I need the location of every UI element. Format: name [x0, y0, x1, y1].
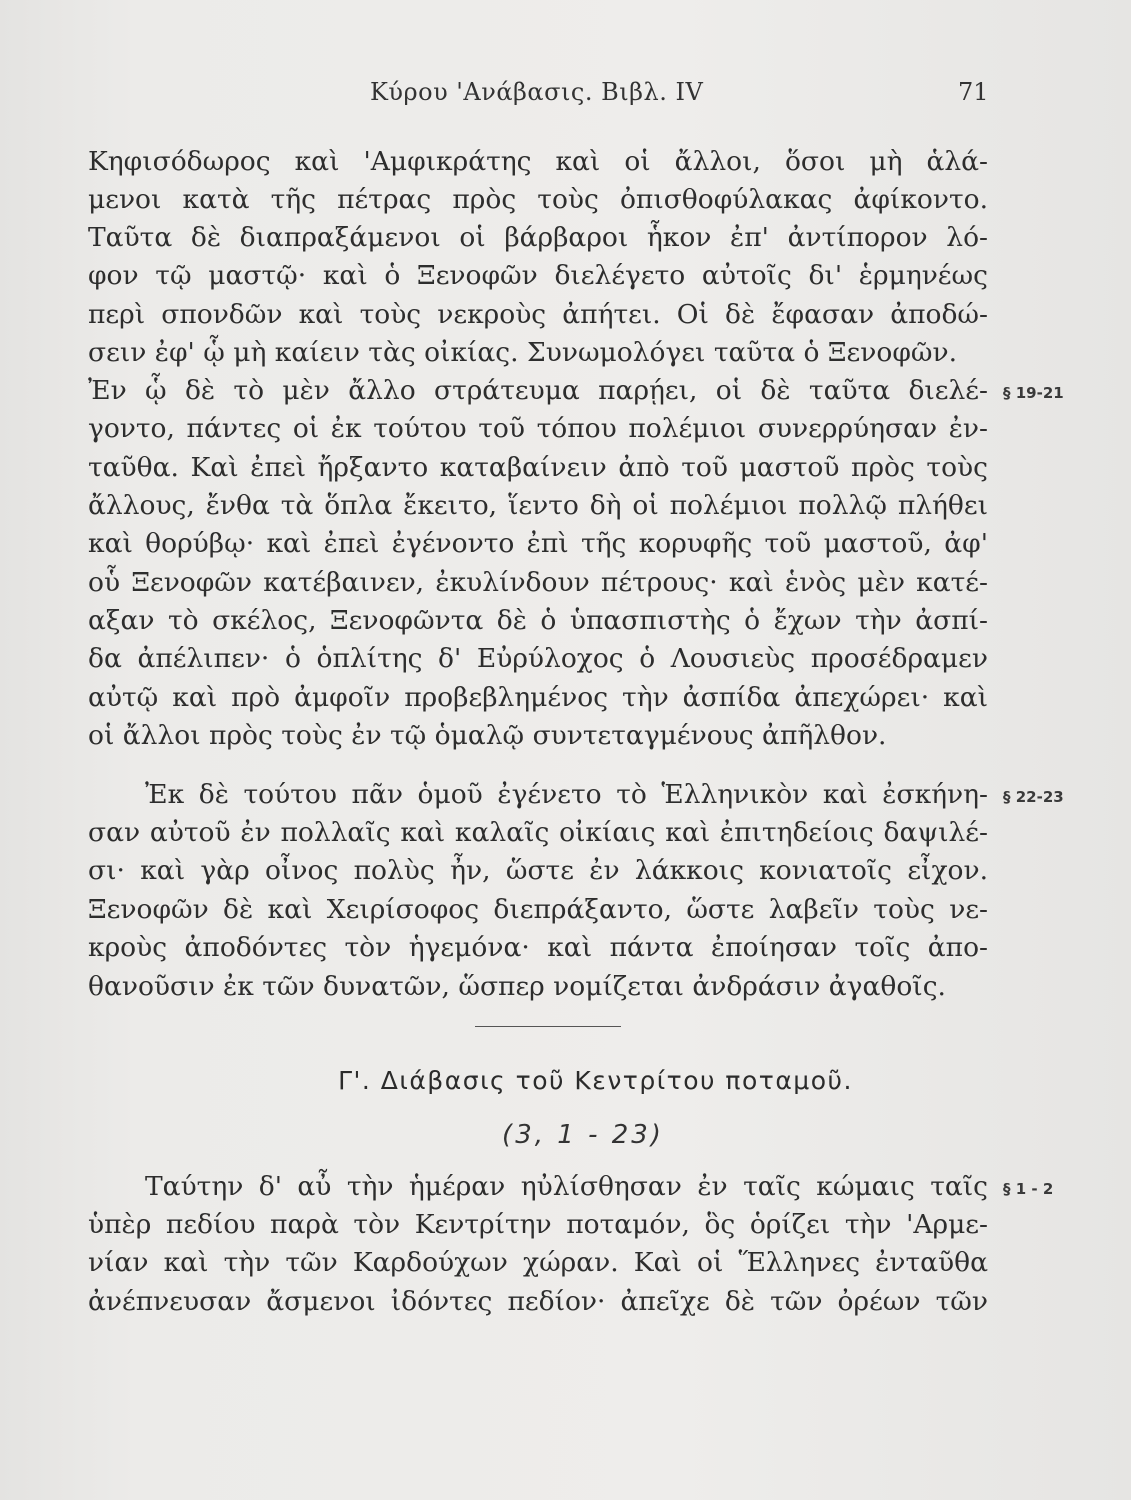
text-line: μενοι κατὰ τῆς πέτρας πρὸς τοὺς ὀπισθοφύλακας ἀφίκοντο.: [88, 184, 988, 215]
text-line: οὗ Ξενοφῶν κατέβαινεν, ἐκυλίνδουν πέτρους· καὶ ἑνὸς μὲν κατέ-: [88, 567, 988, 598]
text-line: αὐτῷ καὶ πρὸ ἀμφοῖν προβεβλημένος τὴν ἀσπίδα ἀπεχώρει· καὶ: [88, 682, 988, 713]
text-line: Κηφισόδωρος καὶ 'Αμφικράτης καὶ οἱ ἄλλοι, ὅσοι μὴ ἁλά-: [88, 146, 988, 177]
section-range: [0, 1120, 1131, 1150]
margin-section-ref: § 1 - 2: [1003, 1180, 1054, 1198]
text-line: σειν ἐφ' ᾧ μὴ καίειν τὰς οἰκίας. Συνωμολόγει ταῦτα ὁ Ξενοφῶν.: [88, 337, 958, 368]
section-divider: [475, 1026, 621, 1027]
text-line: σι· καὶ γὰρ οἶνος πολὺς ἦν, ὥστε ἐν λάκκοις κονιατοῖς εἶχον.: [88, 855, 988, 886]
text-line: Ξενοφῶν δὲ καὶ Χειρίσοφος διεπράξαντο, ὥστε λαβεῖν τοὺς νε-: [88, 894, 988, 925]
text-line: Ἐκ δὲ τούτου πᾶν ὁμοῦ ἐγένετο τὸ Ἑλληνικὸν καὶ ἐσκήνη-: [145, 779, 988, 810]
text-line: ὑπὲρ πεδίου παρὰ τὸν Κεντρίτην ποταμόν, ὃς ὁρίζει τὴν 'Αρμε-: [88, 1209, 988, 1240]
section-heading: [0, 1066, 1131, 1095]
margin-section-ref: § 22-23: [1003, 788, 1064, 806]
text-line: αξαν τὸ σκέλος, Ξενοφῶντα δὲ ὁ ὑπασπιστὴς ὁ ἔχων τὴν ἀσπί-: [88, 605, 988, 636]
text-line: δα ἀπέλιπεν· ὁ ὁπλίτης δ' Εὐρύλοχος ὁ Λουσιεὺς προσέδραμεν: [88, 643, 988, 674]
text-line: ταῦθα. Καὶ ἐπεὶ ἤρξαντο καταβαίνειν ἀπὸ τοῦ μαστοῦ πρὸς τοὺς: [88, 452, 988, 483]
text-line: Ταῦτα δὲ διαπραξάμενοι οἱ βάρβαροι ἧκον ἐπ' ἀντίπορον λό-: [88, 222, 988, 253]
text-line: φον τῷ μαστῷ· καὶ ὁ Ξενοφῶν διελέγετο αὐτοῖς δι' ἑρμηνέως: [88, 260, 988, 291]
text-line: Ταύτην δ' αὖ τὴν ἡμέραν ηὐλίσθησαν ἐν ταῖς κώμαις ταῖς: [145, 1171, 988, 1202]
text-line: γοντο, πάντες οἱ ἐκ τούτου τοῦ τόπου πολέμιοι συνερρύησαν ἐν-: [88, 413, 988, 444]
section-heading-text: Γ'. Διάβασις τοῦ Κεντρίτου ποταμοῦ.: [338, 1066, 853, 1095]
text-line: θανοῦσιν ἐκ τῶν δυνατῶν, ὥσπερ νομίζεται ἀνδράσιν ἀγαθοῖς.: [88, 971, 946, 1002]
text-line: ἄλλους, ἔνθα τὰ ὅπλα ἔκειτο, ἵεντο δὴ οἱ πολέμιοι πολλῷ πλήθει: [88, 490, 988, 521]
running-title: Κύρου 'Ανάβασις. Βιβλ. IV: [370, 78, 704, 106]
section-range-text: (3, 1 - 23): [502, 1120, 664, 1150]
text-line: Ἐν ᾧ δὲ τὸ μὲν ἄλλο στράτευμα παρῄει, οἱ δὲ ταῦτα διελέ-: [88, 375, 988, 406]
text-line: σαν αὐτοῦ ἐν πολλαῖς καὶ καλαῖς οἰκίαις καὶ ἐπιτηδείοις δαψιλέ-: [88, 817, 988, 848]
text-line: ἀνέπνευσαν ἄσμενοι ἰδόντες πεδίον· ἀπεῖχε δὲ τῶν ὀρέων τῶν: [88, 1286, 988, 1317]
margin-section-ref: § 19-21: [1003, 384, 1064, 402]
text-line: κροὺς ἀποδόντες τὸν ἡγεμόνα· καὶ πάντα ἐποίησαν τοῖς ἀπο-: [88, 932, 988, 963]
text-line: καὶ θορύβῳ· καὶ ἐπεὶ ἐγένοντο ἐπὶ τῆς κορυφῆς τοῦ μαστοῦ, ἀφ': [88, 528, 988, 559]
running-head: [0, 78, 1131, 118]
text-line: νίαν καὶ τὴν τῶν Καρδούχων χώραν. Καὶ οἱ Ἕλληνες ἐνταῦθα: [88, 1247, 988, 1278]
text-line: περὶ σπονδῶν καὶ τοὺς νεκροὺς ἀπήτει. Οἱ δὲ ἔφασαν ἀποδώ-: [88, 299, 988, 330]
text-line: οἱ ἄλλοι πρὸς τοὺς ἐν τῷ ὁμαλῷ συντεταγμένους ἀπῆλθον.: [88, 720, 887, 751]
page-number: 71: [958, 78, 989, 106]
